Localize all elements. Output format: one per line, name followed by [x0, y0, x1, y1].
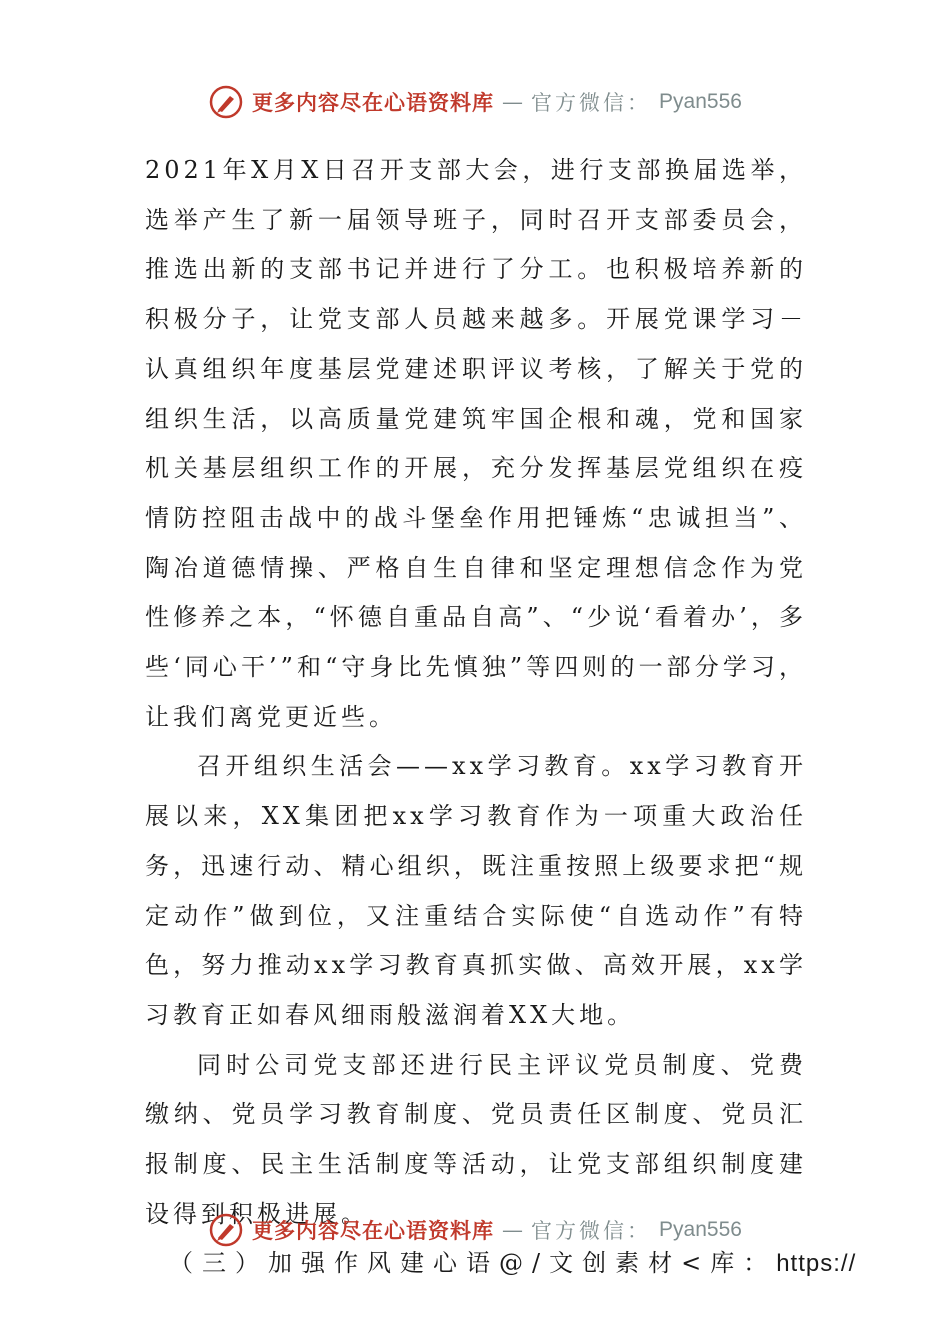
pen-logo-icon	[208, 84, 244, 120]
footer-dash: —	[502, 1218, 524, 1242]
pen-logo-icon	[208, 1212, 244, 1248]
footer-brand-text: 更多内容尽在心语资料库	[252, 1218, 495, 1243]
header-wechat-id: Pyan556	[659, 90, 742, 113]
paragraph-3: 同时公司党支部还进行民主评议党员制度、党费缴纳、党员学习教育制度、党员责任区制度、党员汇报制度、民主生活制度等活动，让党支部组织制度建设得到积极进展。	[145, 1050, 807, 1228]
footer-label: 官方微信：	[531, 1219, 652, 1243]
footer-wechat-id: Pyan556	[659, 1218, 742, 1241]
footer-watermark	[0, 1208, 950, 1252]
header-brand-text: 更多内容尽在心语资料库	[252, 90, 495, 115]
header-watermark	[0, 80, 950, 124]
section-heading-url: https://	[776, 1250, 857, 1278]
section-heading-text: （三）加强作风建心语@/文创素材<库：	[169, 1249, 777, 1278]
paragraph-2: 召开组织生活会——xx学习教育。xx学习教育开展以来，XX集团把xx学习教育作为一项重大政治任务，迅速行动、精心组织，既注重按照上级要求把“规定动作”做到位，又注重结合实际使“自选动作”有特色，努力推动xx学习教育真抓实做、高效开展，xx学习教育正如春风细雨般滋润着XX大地。	[145, 752, 807, 1029]
header-label: 官方微信：	[531, 91, 652, 115]
document-body	[145, 146, 857, 1289]
paragraph-1: 2021年X月X日召开支部大会，进行支部换届选举，选举产生了新一届领导班子，同时召开支部委员会，推选出新的支部书记并进行了分工。也积极培养新的积极分子，让党支部人员越来越多。开展党课学习－认真组织年度基层党建述职评议考核，了解关于党的组织生活，以高质量党建筑牢国企根和魂，党和国家机关基层组织工作的开展，充分发挥基层党组织在疫情防控阻击战中的战斗堡垒作用把锤炼“忠诚担当”、陶冶道德情操、严格自生自律和坚定理想信念作为党性修养之本，“怀德自重品自高”、“少说‘看着办’，多些‘同心干’”和“守身比先慎独”等四则的一部分学习，让我们离党更近些。	[145, 156, 807, 731]
header-dash: —	[502, 90, 524, 114]
